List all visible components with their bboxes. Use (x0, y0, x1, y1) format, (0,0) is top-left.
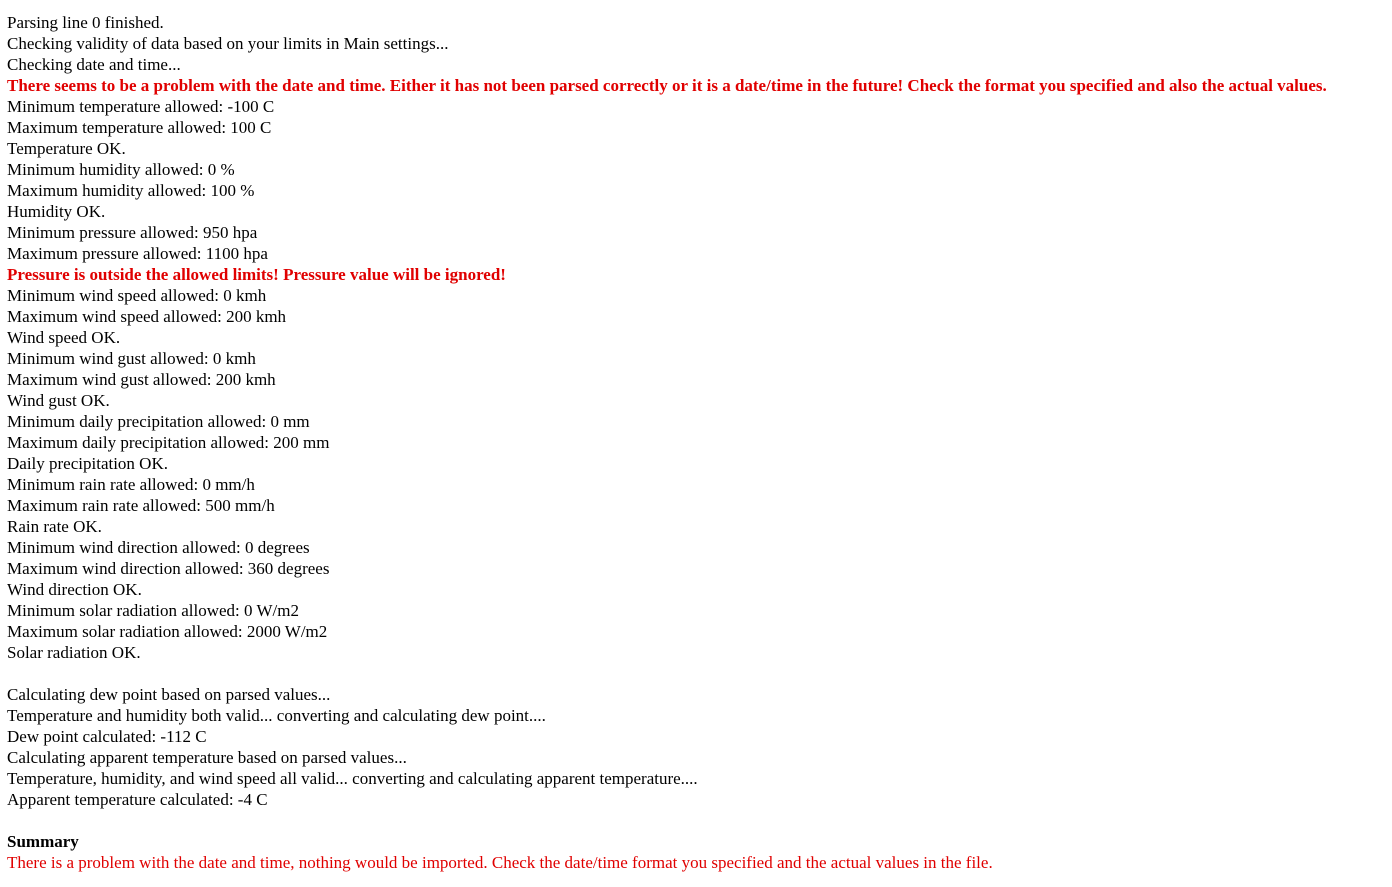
log-line: Checking date and time... (7, 55, 181, 74)
log-line: Minimum humidity allowed: 0 % (7, 160, 235, 179)
log-line: Minimum temperature allowed: -100 C (7, 97, 275, 116)
log-line: Parsing line 0 finished. (7, 13, 164, 32)
log-line: Maximum temperature allowed: 100 C (7, 118, 272, 137)
log-line: Minimum wind gust allowed: 0 kmh (7, 349, 256, 368)
import-log (7, 12, 1387, 873)
log-line: Wind speed OK. (7, 328, 121, 347)
log-line: Dew point calculated: -112 C (7, 727, 207, 746)
log-line: Maximum daily precipitation allowed: 200 mm (7, 433, 330, 452)
log-line: Apparent temperature calculated: -4 C (7, 790, 268, 809)
log-line: Maximum rain rate allowed: 500 mm/h (7, 496, 275, 515)
log-spacer (7, 810, 1387, 831)
log-line: Temperature and humidity both valid... converting and calculating dew point.... (7, 706, 546, 725)
log-line: Rain rate OK. (7, 517, 102, 536)
log-line: Temperature, humidity, and wind speed all valid... converting and calculating apparent temperature.... (7, 769, 698, 788)
log-line: Minimum rain rate allowed: 0 mm/h (7, 475, 255, 494)
log-line: Maximum wind direction allowed: 360 degrees (7, 559, 330, 578)
log-line: Minimum solar radiation allowed: 0 W/m2 (7, 601, 299, 620)
log-line: Minimum wind speed allowed: 0 kmh (7, 286, 267, 305)
summary-message: There is a problem with the date and time, nothing would be imported. Check the date/time format you specified and the actual values in the file. (7, 853, 993, 872)
log-error-line: Pressure is outside the allowed limits! Pressure value will be ignored! (7, 265, 506, 284)
log-line: Daily precipitation OK. (7, 454, 168, 473)
log-line: Maximum pressure allowed: 1100 hpa (7, 244, 268, 263)
log-line: Maximum wind gust allowed: 200 kmh (7, 370, 276, 389)
log-line: Humidity OK. (7, 202, 106, 221)
log-spacer (7, 663, 1387, 684)
log-error-line: There seems to be a problem with the date and time. Either it has not been parsed correctly or it is a date/time in the future! Check the format you specified and also the actual values. (7, 76, 1327, 95)
log-line: Maximum wind speed allowed: 200 kmh (7, 307, 287, 326)
summary-heading: Summary (7, 832, 79, 851)
log-line: Checking validity of data based on your limits in Main settings... (7, 34, 449, 53)
log-line: Minimum daily precipitation allowed: 0 mm (7, 412, 310, 431)
log-line: Wind gust OK. (7, 391, 110, 410)
log-line: Temperature OK. (7, 139, 126, 158)
log-line: Calculating dew point based on parsed values... (7, 685, 331, 704)
log-line: Solar radiation OK. (7, 643, 141, 662)
log-line: Maximum solar radiation allowed: 2000 W/m2 (7, 622, 328, 641)
log-line: Minimum pressure allowed: 950 hpa (7, 223, 258, 242)
log-line: Maximum humidity allowed: 100 % (7, 181, 255, 200)
log-line: Minimum wind direction allowed: 0 degrees (7, 538, 310, 557)
log-line: Wind direction OK. (7, 580, 142, 599)
log-line: Calculating apparent temperature based on parsed values... (7, 748, 407, 767)
